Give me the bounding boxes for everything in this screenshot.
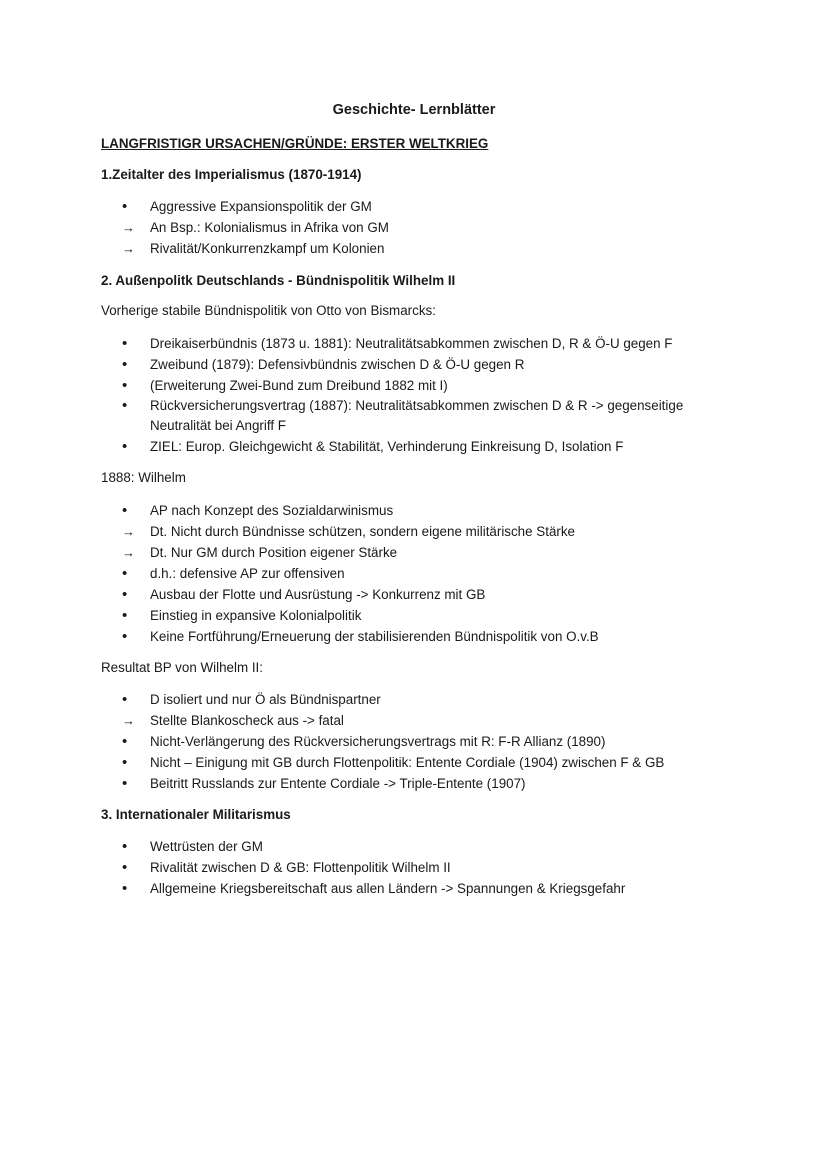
list-item-text: Dreikaiserbündnis (1873 u. 1881): Neutralitätsabkommen zwischen D, R & Ö-U gegen F: [150, 336, 673, 351]
list-item: [0, 710, 828, 731]
list-item-text: Zweibund (1879): Defensivbündnis zwischen D & Ö-U gegen R: [150, 357, 525, 372]
list-item: [0, 626, 828, 647]
bullet-icon: •: [122, 356, 128, 373]
bullet-icon: •: [122, 691, 128, 708]
list-item-text: An Bsp.: Kolonialismus in Afrika von GM: [150, 220, 389, 235]
list-item-text: Allgemeine Kriegsbereitschaft aus allen Ländern -> Spannungen & Kriegsgefahr: [150, 881, 626, 896]
bullet-icon: •: [122, 335, 128, 352]
list-item: [0, 731, 828, 752]
list-item-text: Wettrüsten der GM: [150, 839, 263, 854]
list-item: [0, 521, 828, 542]
list-item: [0, 500, 828, 521]
bullet-icon: •: [122, 565, 128, 582]
list-item-text: (Erweiterung Zwei-Bund zum Dreibund 1882 mit I): [150, 378, 448, 393]
list-item-text: Dt. Nur GM durch Position eigener Stärke: [150, 545, 398, 560]
arrow-right-icon: →: [122, 713, 135, 728]
list-item: [0, 605, 828, 626]
list-item: [0, 773, 828, 794]
list-item-text: D isoliert und nur Ö als Bündnispartner: [150, 692, 381, 707]
wilhelm-intro: 1888: Wilhelm: [101, 470, 186, 485]
arrow-right-icon: →: [122, 524, 135, 539]
bullet-icon: •: [122, 198, 128, 215]
list-item-text: Nicht-Verlängerung des Rückversicherungsvertrags mit R: F-R Allianz (1890): [150, 734, 606, 749]
bullet-icon: •: [122, 607, 128, 624]
list-item: [0, 396, 828, 436]
bullet-icon: •: [122, 733, 128, 750]
section-1-heading: 1.Zeitalter des Imperialismus (1870-1914): [101, 167, 362, 182]
list-item-text: ZIEL: Europ. Gleichgewicht & Stabilität, Verhinderung Einkreisung D, Isolation F: [150, 439, 624, 454]
list-item-text: Rückversicherungsvertrag (1887): Neutralitätsabkommen zwischen D & R -> gegenseitige Neutralität bei Angriff F: [150, 398, 684, 433]
list-item: [0, 238, 828, 259]
list-item: [0, 878, 828, 899]
list-item: [0, 857, 828, 878]
list-item-text: d.h.: defensive AP zur offensiven: [150, 566, 345, 581]
bullet-icon: •: [122, 586, 128, 603]
list-item-text: Rivalität zwischen D & GB: Flottenpolitik Wilhelm II: [150, 860, 451, 875]
list-item-text: Ausbau der Flotte und Ausrüstung -> Konkurrenz mit GB: [150, 587, 486, 602]
bullet-icon: •: [122, 502, 128, 519]
list-item: [0, 752, 828, 773]
list-item: [0, 563, 828, 584]
bismarck-list: [0, 333, 828, 457]
list-item-text: Stellte Blankoscheck aus -> fatal: [150, 713, 344, 728]
list-item: [0, 836, 828, 857]
list-item: [0, 196, 828, 217]
list-item: [0, 584, 828, 605]
result-intro: Resultat BP von Wilhelm II:: [101, 660, 263, 675]
list-item: [0, 436, 828, 457]
arrow-right-icon: →: [122, 241, 135, 256]
bullet-icon: •: [122, 628, 128, 645]
list-item: [0, 375, 828, 396]
list-item: [0, 333, 828, 354]
bullet-icon: •: [122, 880, 128, 897]
list-item-text: Rivalität/Konkurrenzkampf um Kolonien: [150, 241, 385, 256]
page-title: Geschichte- Lernblätter: [332, 102, 496, 118]
arrow-right-icon: →: [122, 545, 135, 560]
arrow-right-icon: →: [122, 220, 135, 235]
list-item: [0, 542, 828, 563]
list-item: [0, 354, 828, 375]
list-item-text: Beitritt Russlands zur Entente Cordiale -> Triple-Entente (1907): [150, 776, 526, 791]
wilhelm-list: [0, 500, 828, 647]
section-3-list: [0, 836, 828, 899]
list-item-text: Dt. Nicht durch Bündnisse schützen, sondern eigene militärische Stärke: [150, 524, 575, 539]
section-2-intro: Vorherige stabile Bündnispolitik von Otto von Bismarcks:: [101, 303, 436, 318]
bullet-icon: •: [122, 377, 128, 394]
list-item-text: Nicht – Einigung mit GB durch Flottenpolitik: Entente Cordiale (1904) zwischen F & GB: [150, 755, 665, 770]
bullet-icon: •: [122, 754, 128, 771]
bullet-icon: •: [122, 438, 128, 455]
bullet-icon: •: [122, 838, 128, 855]
section-2-heading: 2. Außenpolitk Deutschlands - Bündnispolitik Wilhelm II: [101, 273, 456, 288]
list-item-text: Aggressive Expansionspolitik der GM: [150, 199, 372, 214]
bullet-icon: •: [122, 775, 128, 792]
bullet-icon: •: [122, 859, 128, 876]
section-1-list: [0, 196, 828, 259]
document-subtitle: LANGFRISTIGR URSACHEN/GRÜNDE: ERSTER WELTKRIEG: [101, 136, 489, 151]
list-item: [0, 217, 828, 238]
result-list: [0, 689, 828, 794]
list-item-text: Keine Fortführung/Erneuerung der stabilisierenden Bündnispolitik von O.v.B: [150, 629, 599, 644]
bullet-icon: •: [122, 397, 128, 414]
list-item-text: AP nach Konzept des Sozialdarwinismus: [150, 503, 394, 518]
list-item-text: Einstieg in expansive Kolonialpolitik: [150, 608, 362, 623]
list-item: [0, 689, 828, 710]
section-3-heading: 3. Internationaler Militarismus: [101, 807, 291, 822]
